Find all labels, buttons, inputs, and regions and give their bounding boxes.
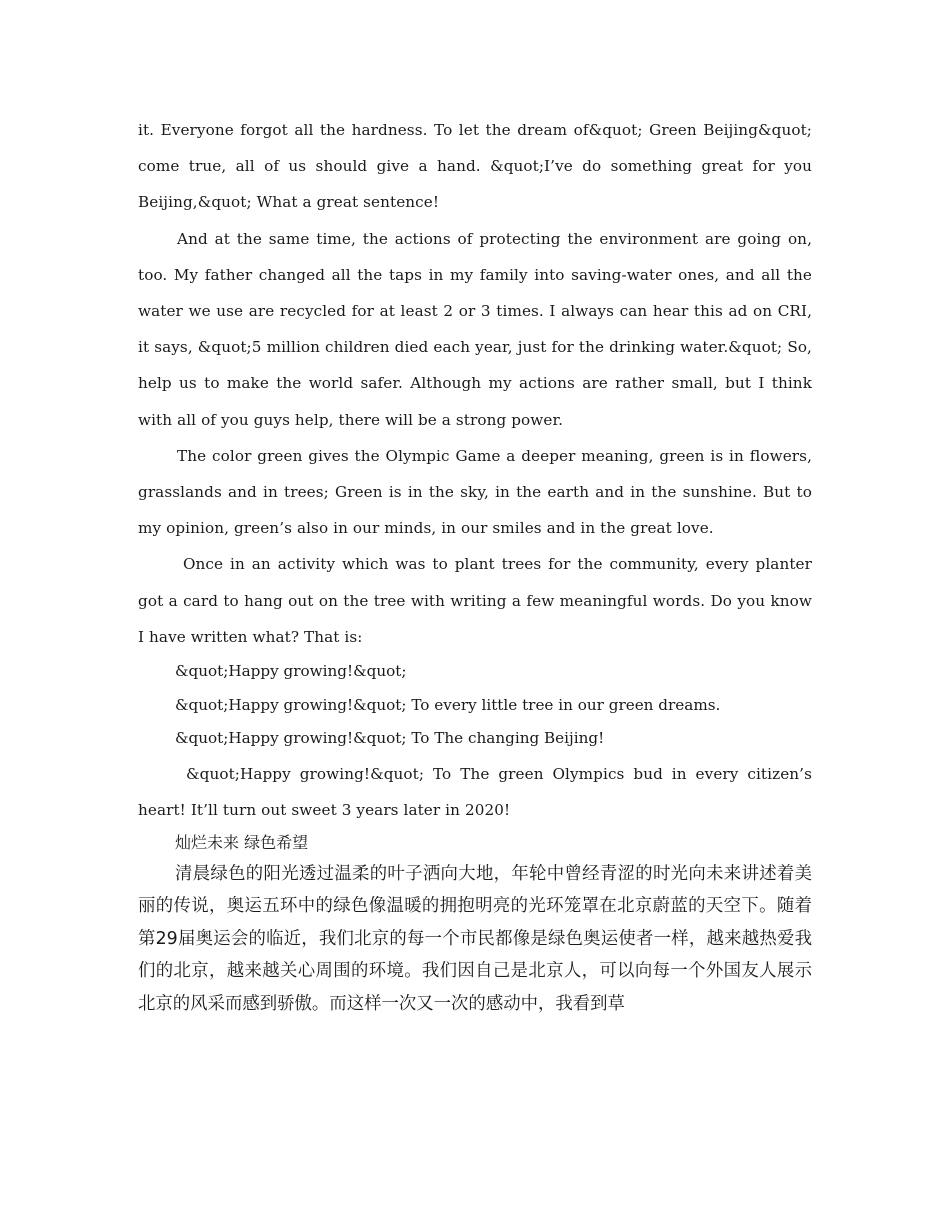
paragraph-protecting-environment: And at the same time, the actions of protecting the environment are going on, too. My father changed all the taps in my family into saving-water ones, and all the water we use are recycled for at least 2 or 3 times. I always can hear this ad on CRI, it says, &quot;5 million children died each year, just for the drinking water.&quot; So, help us to make the world safer. Although my actions are rather small, but I think with all of you guys help, there will be a strong power. <box>138 229 812 429</box>
chinese-paragraph: 清晨绿色的阳光透过温柔的叶子洒向大地，年轮中曾经青涩的时光向未来讲述着美丽的传说，奥运五环中的绿色像温暖的拥抱明亮的光环笼罩在北京蔚蓝的天空下。随着第29届奥运会的临近，我们北京的每一个市民都像是绿色奥运使者一样，越来越热爱我们的北京，越来越关心周围的环境。我们因自己是北京人，可以向每一个外国友人展示北京的风采而感到骄傲。而这样一次又一次的感动中，我看到草 <box>138 863 812 1014</box>
paragraph-color-green: The color green gives the Olympic Game a deeper meaning, green is in flowers, grasslands and in trees; Green is in the sky, in the earth and in the sunshine. But to my opinion, green’s also in our minds, in our smiles and in the great love. <box>138 446 812 538</box>
quote-line-1: &quot;Happy growing!&quot; <box>175 662 407 681</box>
chinese-title: 灿烂未来 绿色希望 <box>175 832 309 852</box>
quote-line-3: &quot;Happy growing!&quot; To The changing Beijing! <box>175 729 605 748</box>
document-body <box>138 112 812 1020</box>
paragraph-plant-trees: Once in an activity which was to plant trees for the community, every planter got a card to hang out on the tree with writing a few meaningful words. Do you know I have written what? That is: <box>138 555 812 646</box>
quote-line-2: &quot;Happy growing!&quot; To every little tree in our green dreams. <box>175 695 721 714</box>
paragraph-closing: &quot;Happy growing!&quot; To The green Olympics bud in every citizen’s heart! It’ll turn out sweet 3 years later in 2020! <box>138 764 812 819</box>
paragraph-green-beijing: it. Everyone forgot all the hardness. To let the dream of&quot; Green Beijing&quot; come true, all of us should give a hand. &quot;I’ve do something great for you Beijing,&quot; What a great sentence! <box>138 121 812 212</box>
